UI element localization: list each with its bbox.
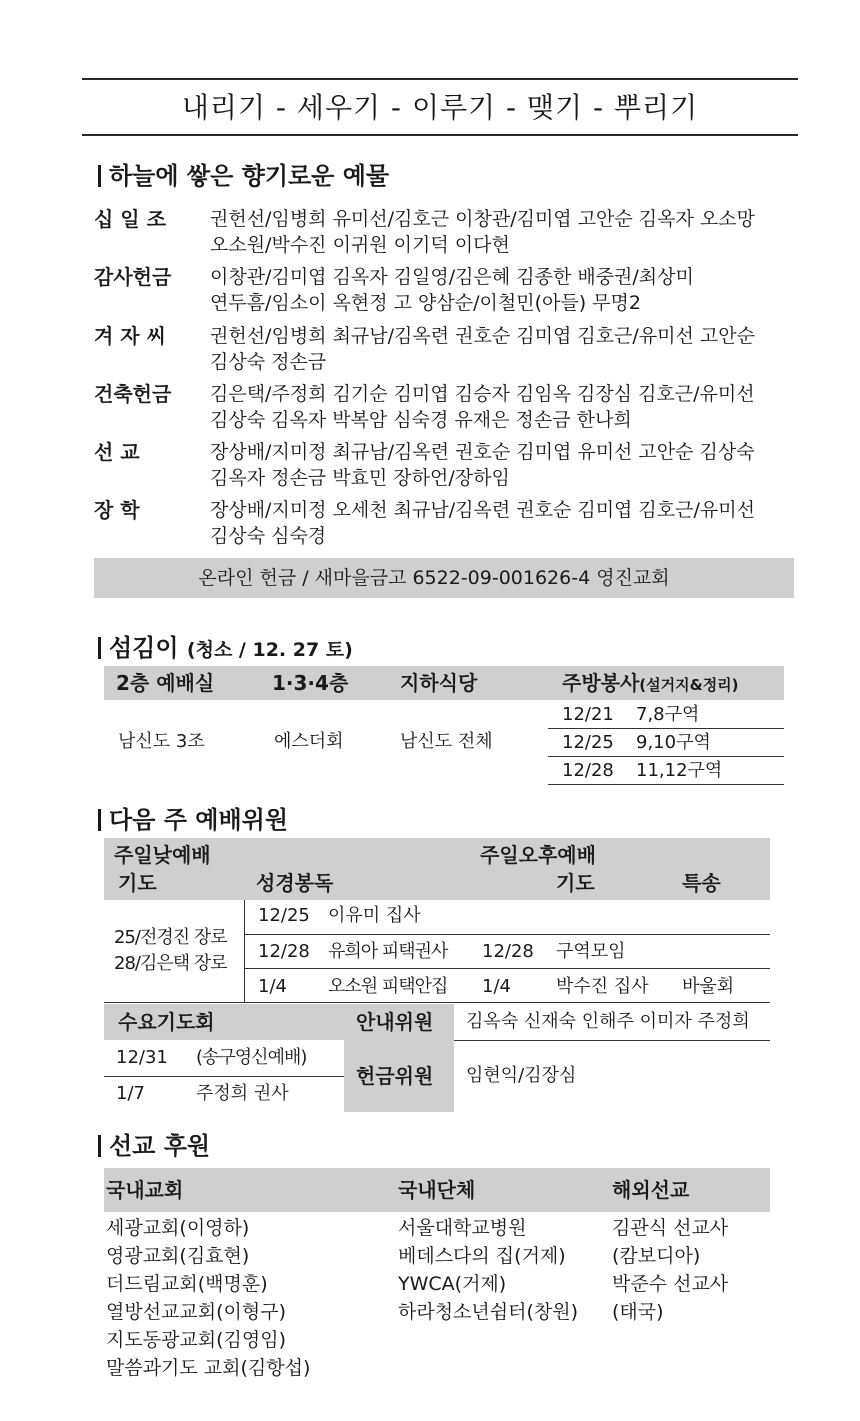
kitchen-group: 11,12구역: [636, 760, 723, 781]
offering-label: 건축헌금: [94, 382, 172, 406]
header-basement-dining: 지하식당: [400, 671, 478, 695]
list-item: YWCA(거제): [398, 1273, 507, 1295]
servers-title-text: 섬김이: [109, 634, 179, 662]
kitchen-group: 7,8구역: [636, 704, 700, 725]
special-song: 바울회: [682, 976, 735, 997]
list-item: 말씀과기도 교회(김항섭): [106, 1357, 311, 1379]
worship-row-divider: [244, 968, 770, 969]
header-floors-134: 1·3·4층: [272, 671, 349, 695]
worship-vertical-divider: [244, 900, 245, 1002]
guide-label: 안내위원: [356, 1010, 434, 1034]
header-day-prayer: 기도: [118, 871, 157, 895]
offering-line: 장상배/지미정 최규남/김옥련 권호순 김미엽 유미선 고안순 김상숙: [210, 441, 755, 463]
offering-names: [210, 439, 800, 491]
online-offering-text: 온라인 헌금 / 새마을금고 6522-09-001626-4 영진교회: [198, 567, 670, 589]
section-bar-icon: [98, 809, 101, 831]
top-rule: [82, 78, 798, 80]
cell-floors-134: 에스더회: [274, 731, 344, 752]
list-item: 서울대학교병원: [398, 1217, 527, 1239]
offering-label: 선 교: [94, 440, 140, 464]
afternoon-date: 1/4: [482, 976, 511, 997]
offering-line: 김옥자 정손금 박효민 장하언/장하임: [210, 467, 510, 489]
offering-line: 김은택/주정희 김기순 김미엽 김승자 김임옥 김장심 김호근/유미선: [210, 383, 755, 405]
wednesday-leader: (송구영신예배): [196, 1047, 307, 1068]
header-2f-chapel: 2층 예배실: [116, 671, 215, 695]
offering-label: 감사헌금: [94, 265, 172, 289]
header-kitchen-note: (설거지&정리): [639, 676, 739, 694]
reader-name: 오소원 피택안집: [328, 976, 448, 997]
afternoon-prayer: 구역모임: [556, 941, 626, 962]
mission-title-text: 선교 후원: [109, 1132, 211, 1160]
header-kitchen-label: 주방봉사: [562, 671, 640, 695]
guide-names: 김옥숙 신재숙 인해주 이미자 주정희: [466, 1011, 750, 1032]
offering-names: [210, 381, 800, 433]
worship-bottom-rule: [104, 1002, 770, 1003]
offering-names: [210, 323, 800, 375]
reader-name: 유희아 피택권사: [328, 941, 448, 962]
motto-bottom-rule: [82, 134, 798, 136]
header-overseas: 해외선교: [612, 1178, 690, 1202]
section-bar-icon: [98, 1135, 101, 1157]
kitchen-divider: [548, 756, 784, 757]
offering-label: 십 일 조: [94, 207, 166, 231]
offering-line: 권헌선/임병희 최규남/김옥련 권호순 김미엽 김호근/유미선 고안순: [210, 325, 755, 347]
kitchen-group: 9,10구역: [636, 732, 711, 753]
list-item: 하라청소년쉼터(창원): [398, 1301, 579, 1323]
wednesday-divider: [104, 1076, 344, 1077]
reader-name: 이유미 집사: [328, 905, 421, 926]
offering-line: 오소원/박수진 이귀원 이기덕 이다현: [210, 234, 510, 256]
section-bar-icon: [98, 165, 101, 187]
header-day-worship: 주일낮예배: [114, 843, 211, 867]
list-item: 영광교회(김효현): [106, 1245, 250, 1267]
header-kitchen: [562, 670, 739, 698]
servers-subtitle: (청소 / 12. 27 토): [186, 639, 353, 661]
list-item: 김관식 선교사: [612, 1217, 729, 1239]
offering-title-text: 하늘에 쌓은 향기로운 예물: [109, 162, 390, 190]
header-reading: 성경봉독: [256, 871, 334, 895]
mission-title: [98, 1132, 210, 1160]
wednesday-leader: 주정희 권사: [196, 1083, 289, 1104]
domestic-org-list: [398, 1214, 578, 1326]
domestic-church-list: [106, 1214, 310, 1382]
list-item: 베데스다의 집(거제): [398, 1245, 566, 1267]
offering-label: 장 학: [94, 498, 140, 522]
list-item: 세광교회(이영하): [106, 1217, 250, 1239]
list-item: 더드림교회(백명훈): [106, 1273, 268, 1295]
header-domestic-orgs: 국내단체: [398, 1178, 476, 1202]
wednesday-title: 수요기도회: [118, 1010, 215, 1034]
header-afternoon-prayer: 기도: [556, 871, 595, 895]
offering-label: 겨 자 씨: [94, 324, 166, 348]
offering-line: 장상배/지미정 오세천 최규남/김옥련 권호순 김미엽 김호근/유미선: [210, 499, 755, 521]
kitchen-date: 12/28: [562, 760, 614, 781]
cell-basement-dining: 남신도 전체: [400, 731, 493, 752]
list-item: 지도동광교회(김영임): [106, 1329, 287, 1351]
header-afternoon-worship: 주일오후예배: [480, 843, 596, 867]
servers-title: [98, 634, 353, 664]
offering-committee-label: 헌금위원: [356, 1064, 434, 1088]
motto: 내리기 - 세우기 - 이루기 - 맺기 - 뿌리기: [181, 91, 699, 124]
overseas-list: [612, 1214, 728, 1326]
worship-row-divider: [244, 934, 770, 935]
offering-committee-names: 임현익/김장심: [466, 1065, 577, 1086]
offering-line: 연두흠/임소이 옥현정 고 양삼순/이철민(아들) 무명2: [210, 292, 641, 314]
section-bar-icon: [98, 637, 101, 659]
list-item: (태국): [612, 1301, 664, 1323]
afternoon-date: 12/28: [482, 941, 534, 962]
day-prayer-line: 25/전경진 장로: [114, 927, 227, 948]
reading-date: 12/25: [258, 905, 310, 926]
offering-line: 이창관/김미엽 김옥자 김일영/김은혜 김종한 배중권/최상미: [210, 266, 694, 288]
offering-line: 김상숙 김옥자 박복암 심숙경 유재은 정손금 한나희: [210, 409, 632, 431]
header-domestic-churches: 국내교회: [106, 1178, 184, 1202]
day-prayer-line: 28/김은택 장로: [114, 953, 227, 974]
kitchen-date: 12/25: [562, 732, 614, 753]
offering-names: [210, 206, 800, 258]
guide-bottom-rule: [454, 1040, 770, 1041]
offering-line: 김상숙 정손금: [210, 351, 327, 373]
reading-date: 12/28: [258, 941, 310, 962]
header-special-song: 특송: [682, 871, 721, 895]
worship-title: [98, 806, 288, 834]
offering-names: [210, 497, 800, 549]
wednesday-date: 1/7: [116, 1083, 145, 1104]
afternoon-prayer: 박수진 집사: [556, 976, 649, 997]
kitchen-divider: [548, 728, 784, 729]
offering-line: 김상숙 심숙경: [210, 525, 327, 547]
list-item: (캄보디아): [612, 1245, 701, 1267]
offering-names: [210, 264, 800, 316]
offering-line: 권헌선/임병희 유미선/김호근 이창관/김미엽 고안순 김옥자 오소망: [210, 208, 755, 230]
worship-title-text: 다음 주 예배위원: [109, 806, 288, 834]
list-item: 열방선교교회(이형구): [106, 1301, 287, 1323]
kitchen-date: 12/21: [562, 704, 614, 725]
reading-date: 1/4: [258, 976, 287, 997]
wednesday-date: 12/31: [116, 1047, 168, 1068]
offering-title: [98, 162, 389, 190]
list-item: 박준수 선교사: [612, 1273, 729, 1295]
cell-2f-chapel: 남신도 3조: [118, 731, 205, 752]
servers-bottom-rule: [548, 784, 784, 785]
